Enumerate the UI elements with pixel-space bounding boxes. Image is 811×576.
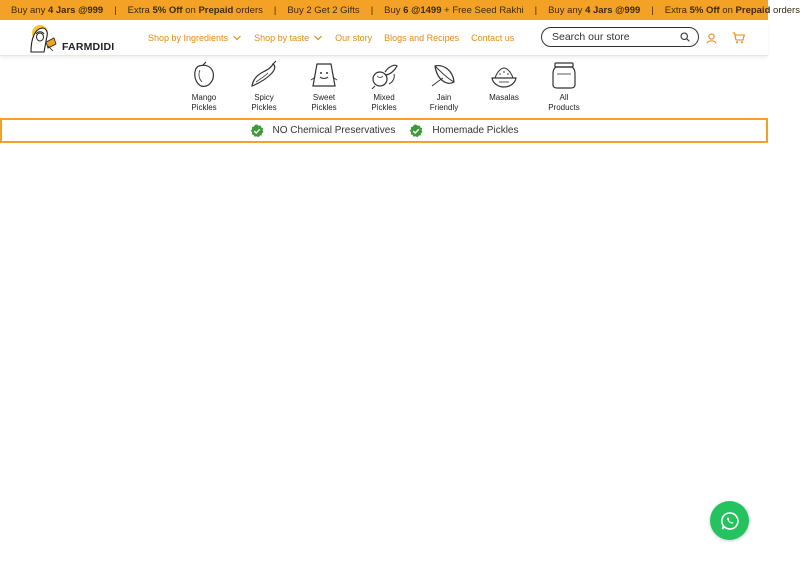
category-label: Spicy Pickles	[251, 93, 277, 112]
category-all-products[interactable]	[534, 58, 594, 112]
announcement-message: Buy 6 @1499 + Free Seed Rakhi	[384, 4, 524, 16]
announcement-bar	[0, 0, 800, 20]
announcement-message: Extra 5% Off on Prepaid orders	[127, 4, 263, 16]
cart-icon[interactable]	[732, 32, 745, 44]
nav-item-contact-us[interactable]: Contact us	[471, 33, 515, 43]
nav-item-our-story[interactable]: Our story	[335, 33, 373, 43]
announcement-message: Buy any 4 Jars @999	[11, 4, 104, 16]
announcement-message: Extra 5% Off on Prepaid orders	[664, 4, 800, 16]
usp-label: NO Chemical Preservatives	[272, 125, 396, 136]
announcement-message: Buy 2 Get 2 Gifts	[287, 4, 360, 16]
search-input[interactable]	[552, 31, 672, 43]
category-masalas[interactable]	[474, 58, 534, 103]
announcement-separator: |	[651, 4, 654, 16]
announcement-separator: |	[370, 4, 374, 16]
nav-item-shop-by-taste[interactable]: Shop by taste	[254, 33, 323, 43]
jar-icon	[549, 60, 579, 90]
category-label: All Products	[548, 93, 580, 112]
announcement-message: Buy any 4 Jars @999	[548, 4, 641, 16]
category-label: Mango Pickles	[191, 93, 217, 112]
leaf-icon	[429, 60, 459, 90]
check-badge-icon	[409, 124, 423, 138]
account-icon[interactable]	[706, 33, 717, 44]
chilli-icon	[249, 60, 279, 90]
brand-logo[interactable]	[26, 24, 116, 54]
sweet-jar-icon	[309, 60, 339, 90]
category-label: Mixed Pickles	[371, 93, 397, 112]
chevron-down-icon	[232, 33, 242, 43]
spice-bowl-icon	[489, 60, 519, 90]
category-mixed-pickles[interactable]	[354, 58, 414, 112]
category-jain-friendly[interactable]	[414, 58, 474, 112]
site-header	[0, 20, 768, 56]
usp-label: Homemade Pickles	[432, 125, 519, 136]
usp-item	[409, 124, 518, 138]
category-strip	[0, 58, 768, 118]
search-box[interactable]	[541, 27, 699, 47]
category-spicy-pickles[interactable]	[234, 58, 294, 112]
nav-item-blogs-and-recipes[interactable]: Blogs and Recipes	[384, 33, 460, 43]
check-badge-icon	[250, 124, 264, 138]
brand-name: FARMDIDI	[62, 41, 115, 53]
usp-item	[250, 124, 396, 138]
category-label: Sweet Pickles	[311, 93, 337, 112]
announcement-separator: |	[534, 4, 538, 16]
announcement-separator: |	[114, 4, 117, 16]
mango-icon	[189, 60, 219, 90]
main-nav	[148, 20, 526, 56]
chevron-down-icon	[313, 33, 323, 43]
announcement-separator: |	[273, 4, 277, 16]
search-icon[interactable]	[680, 32, 690, 42]
farmdidi-logo-icon	[26, 24, 60, 54]
category-label: Masalas	[489, 93, 519, 102]
category-mango-pickles[interactable]	[174, 58, 234, 112]
category-sweet-pickles[interactable]	[294, 58, 354, 112]
mixed-vegetables-icon	[369, 60, 399, 90]
whatsapp-icon	[720, 511, 740, 531]
category-label: Jain Friendly	[429, 93, 459, 112]
usp-banner	[0, 118, 768, 143]
whatsapp-button[interactable]	[710, 501, 749, 540]
nav-item-shop-by-ingredients[interactable]: Shop by Ingredients	[148, 33, 242, 43]
